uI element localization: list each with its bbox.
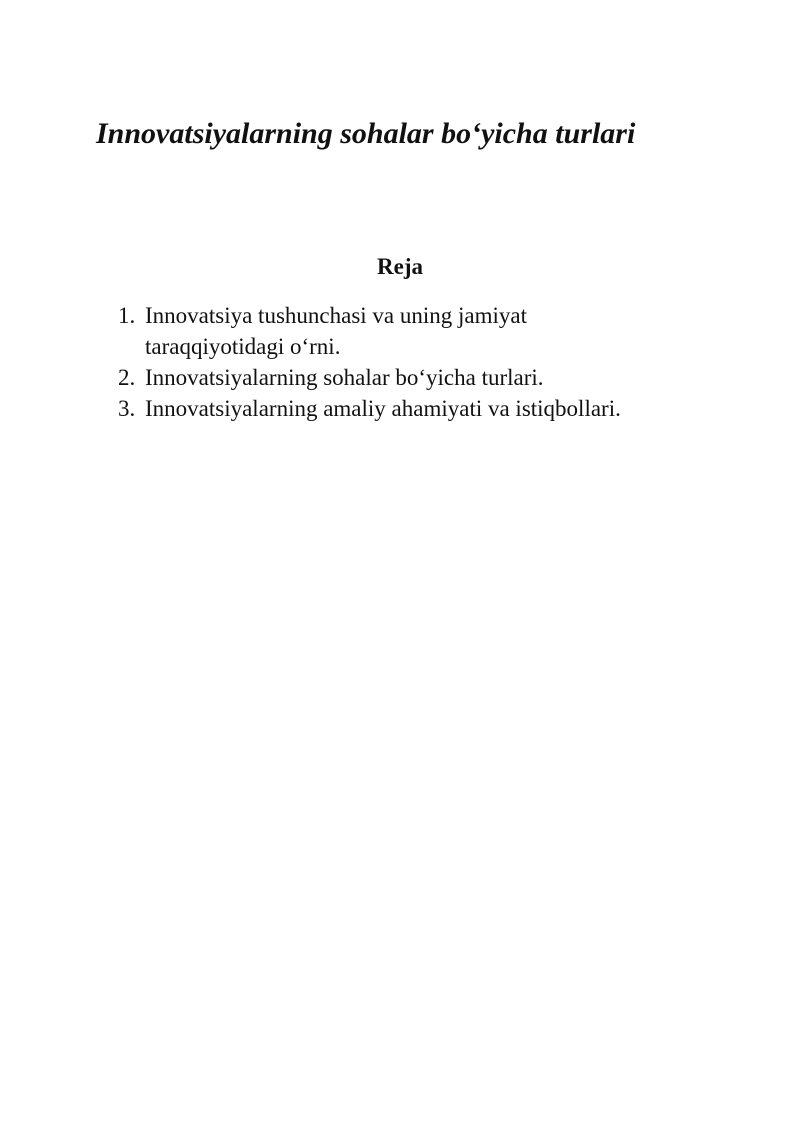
- plan-heading: Reja: [377, 254, 423, 279]
- plan-item-3: [118, 393, 718, 424]
- plan-item-text: Innovatsiya tushunchasi va uning jamiyat taraqqiyotidagi o‘rni.: [145, 303, 527, 359]
- plan-item-1: [118, 300, 718, 362]
- plan-item-text: Innovatsiyalarning sohalar bo‘yicha turlari.: [145, 365, 544, 390]
- plan-list: [118, 300, 718, 424]
- plan-item-2: [118, 362, 718, 393]
- plan-item-text: Innovatsiyalarning amaliy ahamiyati va istiqbollari.: [145, 396, 621, 421]
- plan-item-number: 2.: [118, 365, 136, 390]
- plan-item-number: 3.: [118, 396, 136, 421]
- plan-item-number: 1.: [118, 303, 136, 328]
- document-title: Innovatsiyalarning sohalar bo‘yicha turlari: [96, 117, 636, 150]
